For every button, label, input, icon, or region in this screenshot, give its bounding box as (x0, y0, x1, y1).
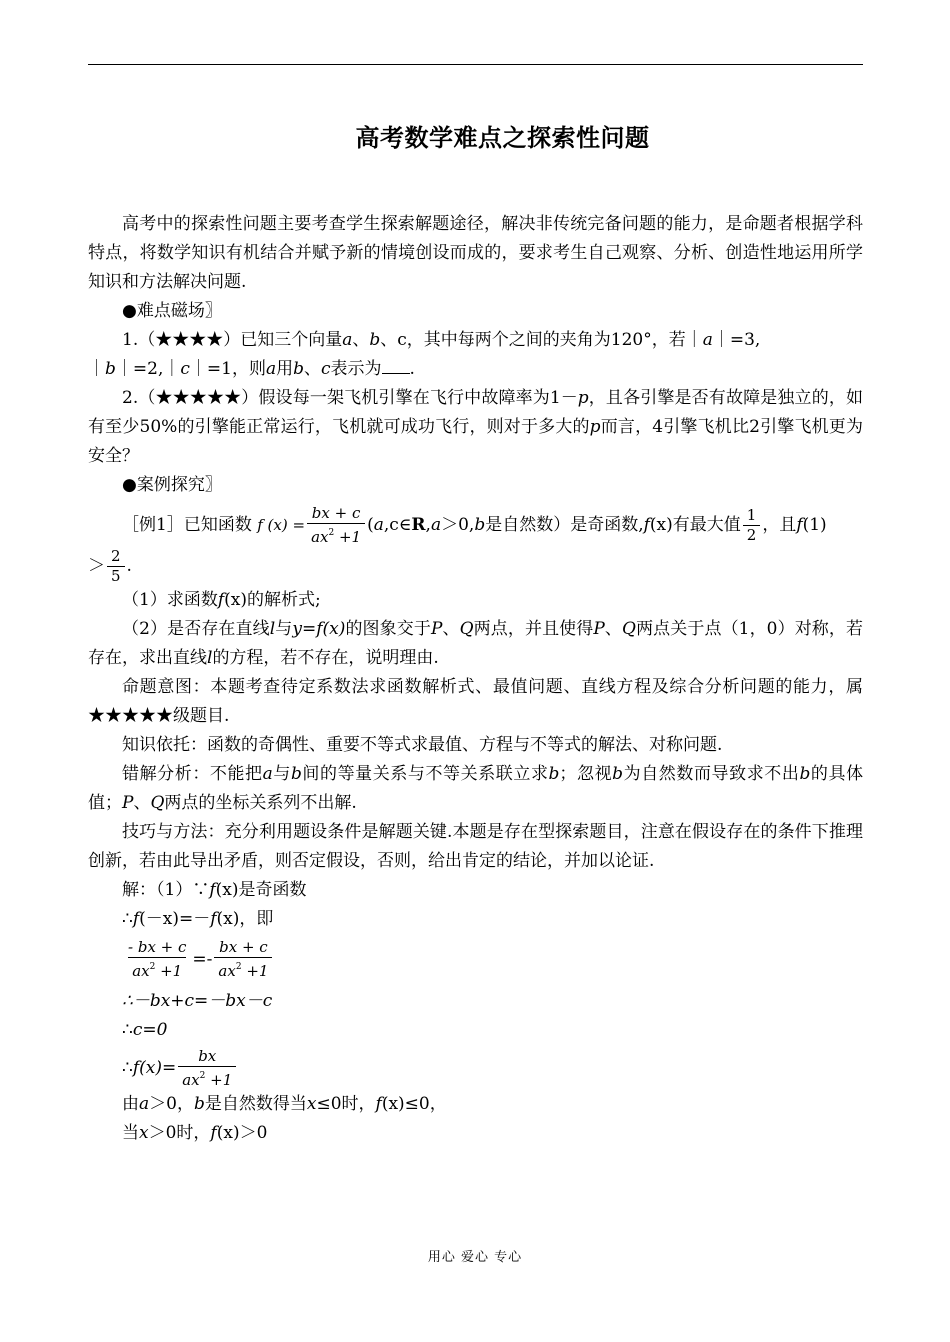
part-1: （1）求函数f(x)的解析式; (122, 590, 321, 610)
two-fifths-fraction: $\frac{2}{5}$ (107, 547, 125, 586)
page-title: 高考数学难点之探索性问题 (355, 124, 650, 152)
error-analysis-paragraph: 错解分析：不能把a与b间的等量关系与不等关系联立求b；忽视b为自然数而导致求不出b的具体值；P、Q两点的坐标关系列不出解. (88, 764, 864, 813)
solution-line-7: 当x＞0时，f(x)＞0 (122, 1123, 268, 1143)
solution-line-5: ∴f(x)= $\frac{bx}{ax^2 +1}$ (88, 1047, 863, 1090)
part-2: （2）是否存在直线l与y=f(x)的图象交于P、Q两点，并且使得P、Q两点关于点（1，0）对称，若存在，求出直线l的方程，若不存在，说明理由. (88, 619, 864, 668)
solution-line-3: ∴－bx+c=－bx－c (122, 991, 273, 1011)
odd-function-equation: $\frac{- bx + c}{ax^2 +1}$ =- $\frac{bx + c}{ax^2 +1}$ (88, 938, 863, 981)
knowledge-paragraph: 知识依托：函数的奇偶性、重要不等式求最值、方程与不等式的解法、对称问题. (122, 735, 723, 755)
function-fraction: $\frac{bx + c}{ax^2 +1}$ (307, 504, 365, 547)
solution-line-4: ∴c=0 (122, 1020, 168, 1040)
page-footer: 用心 爱心 专心 (427, 1250, 523, 1265)
solution-line-1: 解：（1）∵f(x)是奇函数 (122, 880, 307, 900)
question-1-cont: ｜b｜=2,｜c｜=1，则a用b、c表示为 . (88, 359, 415, 379)
document-body (88, 210, 863, 1148)
section-heading-cases: ●案例探究〗 (122, 475, 222, 495)
question-2: 2.（★★★★★）假设每一架飞机引擎在飞行中故障率为1－p，且各引擎是否有故障是独立的，如有至少50%的引擎能正常运行，飞机就可成功飞行，则对于多大的p而言，4引擎飞机比2引擎飞机更为安全？ (88, 388, 863, 466)
intro-paragraph: 高考中的探索性问题主要考查学生探索解题途径，解决非传统完备问题的能力，是命题者根据学科特点，将数学知识有机结合并赋予新的情境创设而成的，要求考生自己观察、分析、创造性地运用所学知识和方法解决问题. (88, 214, 863, 292)
skill-paragraph: 技巧与方法：充分利用题设条件是解题关键.本题是存在型探索题目，注意在假设存在的条件下推理创新，若由此导出矛盾，则否定假设，否则，给出肯定的结论，并加以论证. (88, 822, 863, 871)
question-1: 1.（★★★★）已知三个向量a、b、c，其中每两个之间的夹角为120°，若｜a｜=3, (122, 330, 761, 350)
solution-line-6: 由a＞0，b是自然数得当x≤0时，f(x)≤0， (122, 1094, 447, 1114)
intent-paragraph: 命题意图：本题考查待定系数法求函数解析式、最值问题、直线方程及综合分析问题的能力，属★★★★★级题目. (88, 677, 863, 726)
example-1: ［例1］已知函数 f (x) = $\frac{bx + c}{ax^2 +1}$ (a,c∈R,a＞0,b是自然数）是奇函数,f(x)有最大值 $\frac{1}{2}$ ，且f(1) (122, 504, 827, 546)
example-1-cont: ＞ $\frac{2}{5}$ . (88, 547, 132, 585)
solution-line-2: ∴f(－x)=－f(x)，即 (122, 909, 274, 929)
half-fraction: $\frac{1}{2}$ (743, 506, 761, 545)
answer-blank (382, 357, 410, 374)
header-rule (88, 64, 863, 65)
section-heading-difficulty: ●难点磁场〗 (122, 301, 222, 321)
